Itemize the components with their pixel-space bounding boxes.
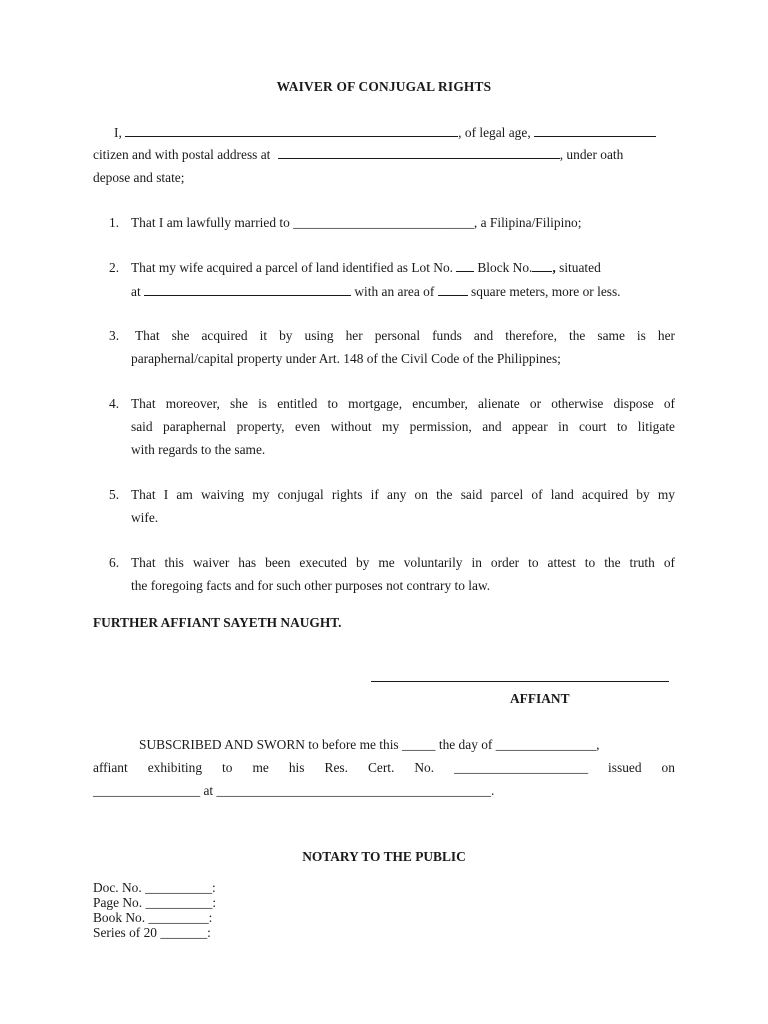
notary-title: NOTARY TO THE PUBLIC (302, 849, 466, 864)
address-blank[interactable] (278, 145, 560, 159)
book-no-field[interactable]: Book No. _________: (93, 910, 213, 925)
item-number: 6. (109, 555, 120, 570)
item-text: That my wife acquired a parcel of land identified as Lot No. (131, 260, 453, 275)
intro-line-3: depose and state; (93, 170, 185, 185)
issue-place-blank[interactable]: _________________________________________. (216, 783, 495, 798)
item-text: at (131, 284, 141, 299)
item-1-line (131, 211, 581, 234)
jurat-text: the day of (438, 737, 493, 752)
intro-text: , under oath (559, 147, 624, 162)
jurat-word: his (288, 760, 305, 775)
jurat-line-1 (139, 733, 600, 756)
item-text: square meters, more or less. (471, 284, 621, 299)
item-3-line-1: That she acquired it by using her personal funds and therefore, the same is her (135, 328, 675, 343)
doc-no-field[interactable]: Doc. No. __________: (93, 880, 216, 895)
intro-text: I, (114, 125, 122, 140)
item-5-line-1: That I am waiving my conjugal rights if any on the said parcel of land acquired by my (131, 487, 675, 502)
item-5-line-2: wife. (131, 510, 159, 525)
item-text: , a Filipina/Filipino; (473, 215, 582, 230)
citizenship-blank[interactable] (534, 123, 656, 137)
item-6-line-1: That this waiver has been executed by me voluntarily in order to attest to the truth of (131, 555, 675, 570)
item-text: Block No. (474, 260, 533, 275)
month-blank[interactable]: _______________, (495, 737, 600, 752)
jurat-word: exhibiting (147, 760, 203, 775)
day-blank[interactable]: _____ (402, 737, 436, 752)
intro-text: , of legal age, (458, 125, 531, 140)
res-cert-no-blank[interactable]: ____________________ (454, 760, 589, 775)
jurat-word: on (661, 760, 675, 775)
item-number: 4. (109, 396, 120, 411)
intro-line-1 (114, 121, 656, 144)
jurat-word: Cert. (367, 760, 395, 775)
jurat-word: affiant (93, 760, 128, 775)
item-text: situated (555, 260, 601, 275)
item-4-line-1: That moreover, she is entitled to mortgage, encumber, alienate or otherwise dispose of (131, 396, 675, 411)
document-title: WAIVER OF CONJUGAL RIGHTS (276, 79, 492, 94)
item-text: with an area of (354, 284, 435, 299)
item-number: 3. (109, 328, 120, 343)
series-field[interactable]: Series of 20 _______: (93, 925, 211, 940)
jurat-word: No. (414, 760, 435, 775)
lot-no-blank[interactable] (456, 258, 474, 272)
jurat-text: at (203, 783, 214, 798)
item-4-line-2: said paraphernal property, even without my permission, and appear in court to litigate (131, 419, 675, 434)
jurat-word: Res. (324, 760, 348, 775)
affiant-label: AFFIANT (510, 691, 570, 706)
jurat-line-3 (93, 779, 494, 802)
jurat-text: SUBSCRIBED AND SWORN to before me this (139, 737, 399, 752)
intro-line-2 (93, 143, 623, 166)
item-number: 5. (109, 487, 120, 502)
item-3-line-2: paraphernal/capital property under Art. 148 of the Civil Code of the Philippines; (131, 351, 561, 366)
jurat-word: to (222, 760, 233, 775)
item-2-line-1 (131, 256, 601, 279)
jurat-word: me (252, 760, 269, 775)
area-blank[interactable] (438, 282, 468, 296)
item-text: , (552, 260, 556, 275)
item-6-line-2: the foregoing facts and for such other purposes not contrary to law. (131, 578, 491, 593)
item-4-line-3: with regards to the same. (131, 442, 266, 457)
location-blank[interactable] (144, 282, 351, 296)
intro-text: citizen and with postal address at (93, 147, 271, 162)
affiant-signature-line[interactable] (371, 681, 669, 682)
jurat-word: issued (608, 760, 642, 775)
item-2-line-2 (131, 280, 621, 303)
item-number: 2. (109, 260, 120, 275)
spouse-name-blank[interactable]: ___________________________ (293, 215, 474, 230)
item-number: 1. (109, 215, 120, 230)
item-text: That I am lawfully married to (131, 215, 290, 230)
issue-date-blank[interactable]: ________________ (93, 783, 201, 798)
notary-fields (93, 880, 216, 940)
further-affiant-statement: FURTHER AFFIANT SAYETH NAUGHT. (93, 615, 342, 630)
page-no-field[interactable]: Page No. __________: (93, 895, 217, 910)
block-no-blank[interactable] (532, 258, 552, 272)
name-blank[interactable] (125, 123, 458, 137)
jurat-line-2 (93, 756, 675, 779)
